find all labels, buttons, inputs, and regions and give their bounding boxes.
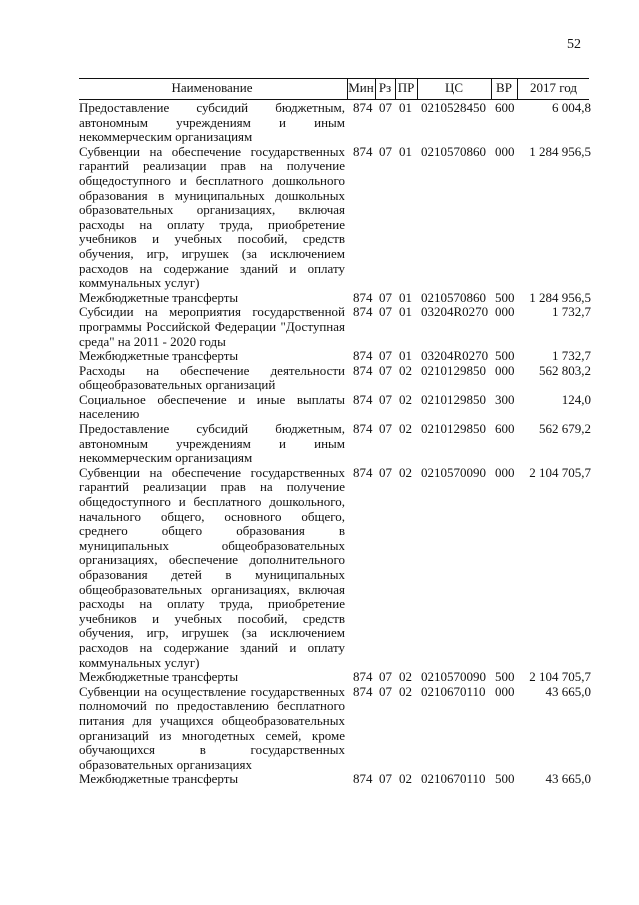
header-pr: ПР — [397, 80, 415, 95]
row-name: Предоставление субсидий бюджетным, автономным учреждениям и иным некоммерческим организациям — [79, 100, 345, 145]
row-cs: 03204R0270 — [421, 348, 489, 364]
row-min: 874 — [353, 143, 373, 159]
row-name: Субсидии на мероприятия государственной программы Российской Федерации "Доступная среда" на 2011 - 2020 годы — [79, 304, 345, 349]
row-cs: 0210129850 — [421, 391, 486, 407]
row-min: 874 — [353, 669, 373, 685]
row-vr: 000 — [495, 304, 515, 320]
row-rz: 07 — [379, 289, 392, 305]
row-amount: 6 004,8 — [552, 100, 591, 115]
row-min: 874 — [353, 391, 373, 407]
header-name: Наименование — [171, 80, 253, 95]
table-body — [79, 101, 591, 787]
row-pr: 02 — [399, 669, 412, 685]
row-name: Субвенции на обеспечение государственных гарантий реализации прав на получение общедоступного и бесплатного дошкольного образования в муниципальных дошкольных образовательных организациях, включая расходы на оплату труда, приобретение учебников и учебных пособий, средств обучения, игр, игрушек (за исключением расходов на содержание зданий и оплату коммунальных услуг) — [79, 143, 345, 291]
row-min: 874 — [353, 348, 373, 364]
row-pr: 02 — [399, 421, 412, 437]
row-amount: 124,0 — [561, 391, 591, 407]
row-cs: 0210570860 — [421, 143, 486, 159]
row-min: 874 — [353, 289, 373, 305]
row-pr: 02 — [399, 464, 412, 480]
header-cs: ЦС — [444, 80, 464, 95]
row-cs: 0210670110 — [421, 683, 486, 699]
row-rz: 07 — [379, 100, 392, 115]
row-vr: 500 — [495, 348, 515, 364]
row-vr: 500 — [495, 669, 515, 685]
page-number: 52 — [567, 37, 581, 52]
row-cs: 0210670110 — [421, 771, 486, 787]
row-rz: 07 — [379, 362, 392, 378]
row-pr: 01 — [399, 289, 412, 305]
row-name: Субвенции на обеспечение государственных гарантий реализации прав на получение общедоступного и бесплатного дошкольного, начального общего, основного общего, среднего общего образования в муниципальных общеобразовательных организациях, обеспечение дополнительного образования детей в муниципальных общеобразовательных организациях, включая расходы на оплату труда, приобретение учебников и учебных пособий, средств обучения, игр, игрушек (за исключением расходов на содержание зданий и оплату коммунальных услуг) — [79, 464, 345, 670]
table-row — [79, 364, 591, 393]
row-vr: 000 — [495, 143, 515, 159]
row-cs: 0210528450 — [421, 100, 486, 115]
row-min: 874 — [353, 421, 373, 437]
row-amount: 2 104 705,7 — [529, 464, 591, 480]
table-row — [79, 422, 591, 466]
row-name: Социальное обеспечение и иные выплаты населению — [79, 391, 345, 422]
row-rz: 07 — [379, 348, 392, 364]
row-rz: 07 — [379, 683, 392, 699]
row-pr: 02 — [399, 771, 412, 787]
row-pr: 02 — [399, 683, 412, 699]
row-vr: 000 — [495, 683, 515, 699]
row-vr: 000 — [495, 464, 515, 480]
row-pr: 02 — [399, 362, 412, 378]
header-rz: Рз — [378, 80, 392, 95]
row-min: 874 — [353, 771, 373, 787]
row-name: Предоставление субсидий бюджетным, автономным учреждениям и иным некоммерческим организациям — [79, 421, 345, 466]
row-rz: 07 — [379, 391, 392, 407]
row-rz: 07 — [379, 143, 392, 159]
table-row — [79, 291, 591, 306]
row-amount: 1 732,7 — [552, 304, 591, 320]
row-cs: 0210129850 — [421, 421, 486, 437]
row-amount: 562 679,2 — [539, 421, 591, 437]
row-min: 874 — [353, 683, 373, 699]
row-rz: 07 — [379, 421, 392, 437]
table-header — [79, 78, 589, 100]
row-pr: 02 — [399, 391, 412, 407]
row-amount: 1 284 956,5 — [529, 289, 591, 305]
row-amount: 562 803,2 — [539, 362, 591, 378]
header-min: Мин — [348, 80, 374, 95]
row-min: 874 — [353, 304, 373, 320]
row-rz: 07 — [379, 771, 392, 787]
row-vr: 600 — [495, 100, 515, 115]
row-pr: 01 — [399, 143, 412, 159]
table-row — [79, 101, 591, 145]
row-name: Межбюджетные трансферты — [79, 348, 239, 364]
table-row — [79, 466, 591, 670]
row-cs: 0210129850 — [421, 362, 486, 378]
table-row — [79, 393, 591, 422]
row-vr: 500 — [495, 289, 515, 305]
row-vr: 500 — [495, 771, 515, 787]
row-rz: 07 — [379, 464, 392, 480]
row-amount: 2 104 705,7 — [529, 669, 591, 685]
row-vr: 300 — [495, 391, 515, 407]
row-min: 874 — [353, 362, 373, 378]
row-min: 874 — [353, 464, 373, 480]
row-vr: 600 — [495, 421, 515, 437]
row-pr: 01 — [399, 304, 412, 320]
row-amount: 1 284 956,5 — [529, 143, 591, 159]
row-name: Межбюджетные трансферты — [79, 669, 239, 685]
row-pr: 01 — [399, 100, 412, 115]
row-name: Межбюджетные трансферты — [79, 289, 239, 305]
row-cs: 0210570860 — [421, 289, 486, 305]
row-vr: 000 — [495, 362, 515, 378]
header-vr: ВР — [496, 80, 512, 95]
row-name: Субвенции на осуществление государственных полномочий по предоставлению бесплатного питания для учащихся общеобразовательных организаций из многодетных семей, кроме обучающихся в государственных образовательных организациях — [79, 683, 345, 772]
table-row — [79, 349, 591, 364]
table-row — [79, 772, 591, 787]
row-cs: 0210570090 — [421, 669, 486, 685]
table-row — [79, 685, 591, 773]
row-cs: 0210570090 — [421, 464, 486, 480]
row-amount: 1 732,7 — [552, 348, 591, 364]
row-name: Расходы на обеспечение деятельности общеобразовательных организаций — [79, 362, 345, 393]
row-pr: 01 — [399, 348, 412, 364]
table-row — [79, 670, 591, 685]
row-rz: 07 — [379, 304, 392, 320]
table-row — [79, 305, 591, 349]
row-cs: 03204R0270 — [421, 304, 489, 320]
row-amount: 43 665,0 — [545, 683, 591, 699]
table-row — [79, 145, 591, 291]
row-rz: 07 — [379, 669, 392, 685]
row-name: Межбюджетные трансферты — [79, 771, 239, 787]
row-min: 874 — [353, 100, 373, 115]
row-amount: 43 665,0 — [545, 771, 591, 787]
header-year: 2017 год — [530, 80, 577, 95]
